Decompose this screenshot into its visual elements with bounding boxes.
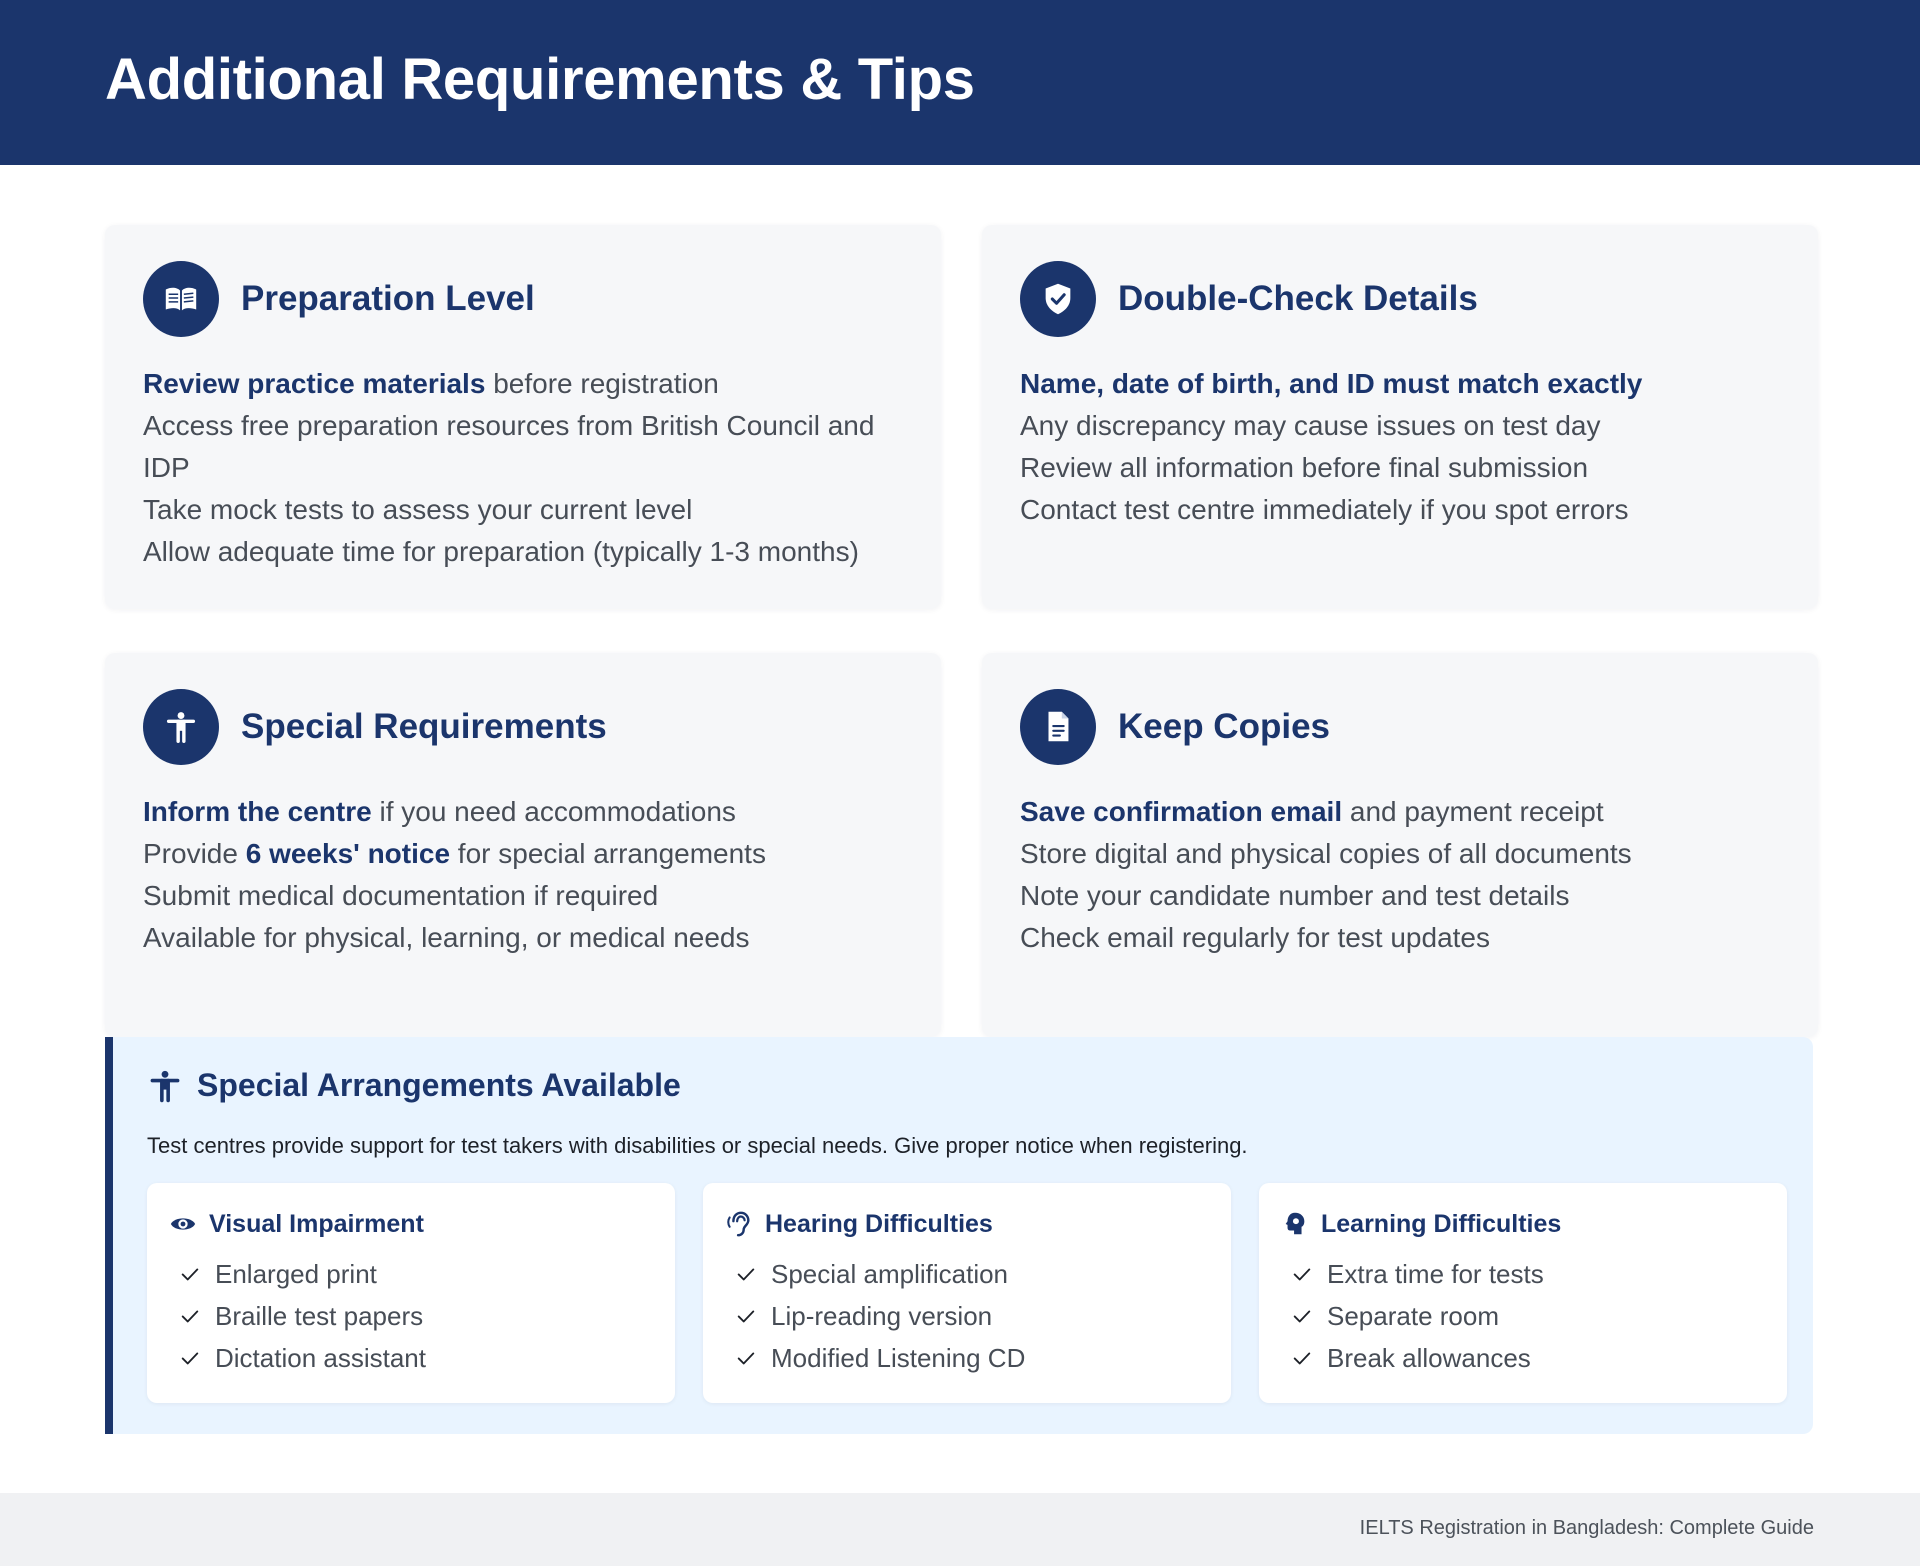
check-icon bbox=[735, 1305, 757, 1327]
list-item: Enlarged print bbox=[169, 1253, 653, 1295]
card-special-requirements bbox=[105, 653, 941, 1037]
card-keep-copies bbox=[982, 653, 1818, 1037]
check-icon bbox=[735, 1263, 757, 1285]
card-line: Check email regularly for test updates bbox=[1020, 922, 1490, 953]
group-title: Learning Difficulties bbox=[1321, 1209, 1562, 1238]
list-item: Lip-reading version bbox=[725, 1295, 1209, 1337]
card-title: Double-Check Details bbox=[1118, 279, 1478, 318]
card-lead-line: Inform the centre if you need accommodations bbox=[143, 796, 736, 827]
card-title: Keep Copies bbox=[1118, 707, 1330, 746]
check-icon bbox=[179, 1263, 201, 1285]
shield-check-icon bbox=[1020, 261, 1096, 337]
card-line: Store digital and physical copies of all documents bbox=[1020, 838, 1632, 869]
ear-icon bbox=[725, 1210, 753, 1238]
card-title: Preparation Level bbox=[241, 279, 535, 318]
check-icon bbox=[179, 1347, 201, 1369]
list-item: Extra time for tests bbox=[1281, 1253, 1765, 1295]
card-line: Contact test centre immediately if you spot errors bbox=[1020, 494, 1629, 525]
page-footer bbox=[0, 1493, 1920, 1566]
list-item: Separate room bbox=[1281, 1295, 1765, 1337]
card-line: Available for physical, learning, or medical needs bbox=[143, 922, 750, 953]
card-preparation-level bbox=[105, 225, 941, 609]
card-line: Note your candidate number and test details bbox=[1020, 880, 1570, 911]
check-icon bbox=[1291, 1347, 1313, 1369]
card-double-check-details bbox=[982, 225, 1818, 609]
card-line: Allow adequate time for preparation (typically 1-3 months) bbox=[143, 536, 859, 567]
list-item: Modified Listening CD bbox=[725, 1337, 1209, 1379]
accessibility-icon bbox=[147, 1068, 183, 1104]
check-icon bbox=[179, 1305, 201, 1327]
list-item: Break allowances bbox=[1281, 1337, 1765, 1379]
check-icon bbox=[735, 1347, 757, 1369]
list-item: Dictation assistant bbox=[169, 1337, 653, 1379]
group-learning-difficulties bbox=[1259, 1183, 1787, 1403]
panel-description: Test centres provide support for test takers with disabilities or special needs. Give proper notice when registering. bbox=[147, 1133, 1248, 1158]
footer-text: IELTS Registration in Bangladesh: Complete Guide bbox=[1359, 1517, 1814, 1539]
group-title: Visual Impairment bbox=[209, 1209, 424, 1238]
accessibility-icon bbox=[143, 689, 219, 765]
list-item: Braille test papers bbox=[169, 1295, 653, 1337]
card-line: Access free preparation resources from British Council and IDP bbox=[143, 410, 875, 483]
card-lead-line: Name, date of birth, and ID must match exactly bbox=[1020, 368, 1643, 399]
card-line: Any discrepancy may cause issues on test day bbox=[1020, 410, 1601, 441]
list-item: Special amplification bbox=[725, 1253, 1209, 1295]
group-title: Hearing Difficulties bbox=[765, 1209, 993, 1238]
card-lead-line: Review practice materials before registration bbox=[143, 368, 719, 399]
card-lead-line: Save confirmation email and payment receipt bbox=[1020, 796, 1604, 827]
document-icon bbox=[1020, 689, 1096, 765]
card-line: Submit medical documentation if required bbox=[143, 880, 659, 911]
card-line: Take mock tests to assess your current level bbox=[143, 494, 693, 525]
eye-icon bbox=[169, 1210, 197, 1238]
page-header bbox=[0, 0, 1920, 165]
panel-title: Special Arrangements Available bbox=[197, 1067, 681, 1103]
card-line: Provide 6 weeks' notice for special arrangements bbox=[143, 838, 766, 869]
check-icon bbox=[1291, 1263, 1313, 1285]
group-visual-impairment bbox=[147, 1183, 675, 1403]
card-title: Special Requirements bbox=[241, 707, 607, 746]
group-hearing-difficulties bbox=[703, 1183, 1231, 1403]
page-title: Additional Requirements & Tips bbox=[105, 47, 975, 112]
brain-icon bbox=[1281, 1210, 1309, 1238]
special-arrangements-panel bbox=[105, 1037, 1813, 1434]
card-line: Review all information before final submission bbox=[1020, 452, 1589, 483]
check-icon bbox=[1291, 1305, 1313, 1327]
book-icon bbox=[143, 261, 219, 337]
